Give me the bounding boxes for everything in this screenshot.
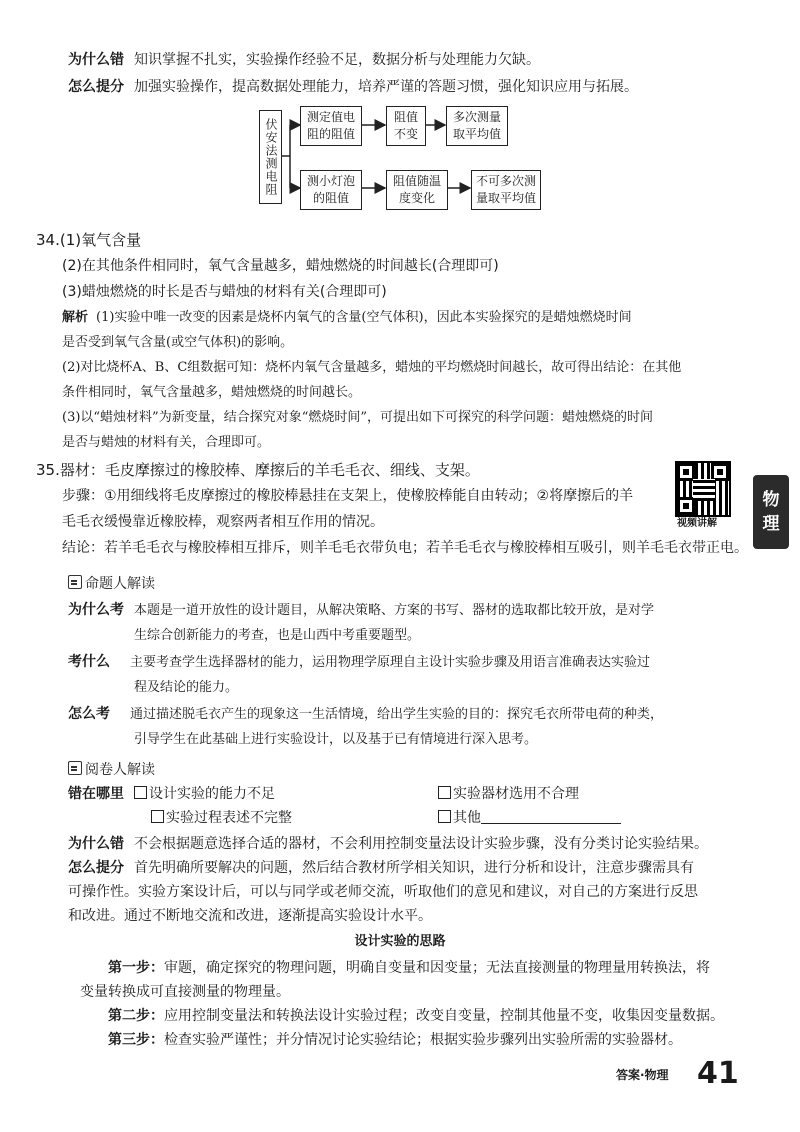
why-wrong-text: 知识掌握不扎实，实验操作经验不足，数据分析与处理能力欠缺。 xyxy=(134,52,540,68)
qr-code[interactable] xyxy=(677,463,729,515)
setter-what-label: 考什么 xyxy=(68,654,110,670)
page-number: 41 xyxy=(697,1056,739,1091)
checkbox-4[interactable] xyxy=(438,810,451,823)
step-2-label: 第二步： xyxy=(108,1008,164,1024)
grader-improve-line-3: 和改进。通过不断地交流和改进，逐渐提高实验设计水平。 xyxy=(68,908,432,924)
checkbox-3[interactable] xyxy=(151,810,164,823)
q34-analysis-3: (2)对比烧杯A、B、C组数据可知：烧杯内氧气含量越多，蜡烛的平均燃烧时间越长，故可得出结论：在其他 xyxy=(62,360,682,375)
q34-analysis-4: 条件相同时，氧气含量越多，蜡烛燃烧的时间越长。 xyxy=(62,385,362,400)
commentary-icon xyxy=(68,761,82,775)
q34-analysis-2: 是否受到氧气含量(或空气体积)的影响。 xyxy=(62,335,294,350)
grader-where-label: 错在哪里 xyxy=(68,786,124,802)
q35-conclusion: 结论：若羊毛毛衣与橡胶棒相互排斥，则羊毛毛衣带负电；若羊毛毛衣与橡胶棒相互吸引，则羊毛毛衣带正电。 xyxy=(62,540,748,556)
setter-section-title: 命题人解读 xyxy=(68,574,155,594)
grader-improve-label: 怎么提分 xyxy=(68,860,124,876)
subject-tab-char-2: 理 xyxy=(762,514,780,534)
q35-materials: 35.器材：毛皮摩擦过的橡胶棒、摩擦后的羊毛毛衣、细线、支架。 xyxy=(36,461,480,479)
q34-analysis-5: (3)以“蜡烛材料”为新变量，结合探究对象“燃烧时间”，可提出如下可探究的科学问题：蜡烛燃烧的时间 xyxy=(62,410,653,425)
ideas-step-3: 第三步：检查实验严谨性；并分情况讨论实验结论；根据实验步骤列出实验所需的实验器材。 xyxy=(108,1032,682,1048)
commentary-icon xyxy=(68,575,82,589)
diagram-r1-c1: 测定值电阻的阻值 xyxy=(300,106,362,146)
footer-label: 答案·物理 xyxy=(616,1068,669,1082)
qr-caption: 视频讲解 xyxy=(677,518,717,529)
improve-text: 加强实验操作，提高数据处理能力，培养严谨的答题习惯，强化知识应用与拓展。 xyxy=(134,79,638,95)
ideas-step-2: 第二步：应用控制变量法和转换法设计实验过程；改变自变量，控制其他量不变，收集因变量数据。 xyxy=(108,1008,724,1024)
diagram-r2-c1: 测小灯泡的阻值 xyxy=(300,170,362,210)
ideas-step-1-line-1: 第一步：审题，确定探究的物理问题，明确自变量和因变量；无法直接测量的物理量用转换法，将 xyxy=(108,960,710,976)
diagram-r1-c3: 多次测量取平均值 xyxy=(446,106,508,146)
setter-how-line-1: 怎么考 通过描述脱毛衣产生的现象这一生活情境，给出学生实验的目的：探究毛衣所带电荷的种类， xyxy=(68,706,664,722)
setter-how-label: 怎么考 xyxy=(68,706,110,722)
diagram-r1-c2: 阻值不变 xyxy=(386,106,426,146)
grader-improve-line-2: 可操作性。实验方案设计后，可以与同学或老师交流，听取他们的意见和建议，对自己的方案进行反思 xyxy=(68,884,698,900)
q35-steps-1: 步骤：①用细线将毛皮摩擦过的橡胶棒悬挂在支架上，使橡胶棒能自由转动；②将摩擦后的羊 xyxy=(62,488,634,504)
improve-label: 怎么提分 xyxy=(68,79,124,95)
grader-improve-line-1: 怎么提分 首先明确所要解决的问题，然后结合教材所学相关知识，进行分析和设计，注意步骤需具有 xyxy=(68,860,694,876)
diagram-r2-c3: 不可多次测量取平均值 xyxy=(471,170,541,210)
analysis-label: 解析 xyxy=(62,310,89,325)
other-blank[interactable] xyxy=(481,809,621,824)
grader-why-line: 为什么错 不会根据题意选择合适的器材，不会利用控制变量法设计实验步骤，没有分类讨论实验结果。 xyxy=(68,836,708,852)
grader-section-title: 阅卷人解读 xyxy=(68,760,155,780)
grader-why-label: 为什么错 xyxy=(68,836,124,852)
setter-what-line-1: 考什么 主要考查学生选择器材的能力，运用物理学原理自主设计实验步骤及用语言准确表达实验过 xyxy=(68,654,651,670)
q34-answer-1: 34.(1)氧气含量 xyxy=(36,231,142,249)
setter-how-line-2: 引导学生在此基础上进行实验设计，以及基于已有情境进行深入思考。 xyxy=(134,732,538,747)
step-3-label: 第三步： xyxy=(108,1032,164,1048)
step-1-label: 第一步： xyxy=(108,960,164,976)
q35-steps-2: 毛毛衣缓慢靠近橡胶棒，观察两者相互作用的情况。 xyxy=(62,514,384,530)
grader-option-2: 实验器材选用不合理 xyxy=(438,784,579,804)
why-wrong-label: 为什么错 xyxy=(68,52,124,68)
subject-tab-char-1: 物 xyxy=(762,490,780,510)
q34-analysis-1: 解析 (1)实验中唯一改变的因素是烧杯内氧气的含量(空气体积)，因此本实验探究的是蜡烛燃烧时间 xyxy=(62,310,632,325)
grader-option-3: 实验过程表述不完整 xyxy=(151,808,292,828)
diagram-root: 伏安法测电阻 xyxy=(259,110,282,204)
ideas-step-1-line-2: 变量转换成可直接测量的物理量。 xyxy=(80,984,290,1000)
grader-option-4: 其他 xyxy=(438,808,621,828)
diagram-r2-c2: 阻值随温度变化 xyxy=(386,170,448,210)
subject-tab xyxy=(753,475,789,549)
checkbox-1[interactable] xyxy=(134,786,147,799)
ideas-title: 设计实验的思路 xyxy=(354,934,446,949)
setter-why-line-2: 生综合创新能力的考查，也是山西中考重要题型。 xyxy=(134,628,421,643)
q34-answer-3: (3)蜡烛燃烧的时长是否与蜡烛的材料有关(合理即可) xyxy=(62,284,387,300)
setter-what-line-2: 程及结论的能力。 xyxy=(134,680,239,695)
grader-where-line-1: 错在哪里 设计实验的能力不足 xyxy=(68,786,275,802)
q34-answer-2: (2)在其他条件相同时，氧气含量越多，蜡烛燃烧的时间越长(合理即可) xyxy=(62,258,499,274)
setter-why-line-1: 为什么考 本题是一道开放性的设计题目，从解决策略、方案的书写、器材的选取都比较开放，是对学 xyxy=(68,602,655,618)
q34-analysis-6: 是否与蜡烛的材料有关，合理即可。 xyxy=(62,435,271,450)
setter-why-label: 为什么考 xyxy=(68,602,124,618)
checkbox-2[interactable] xyxy=(438,786,451,799)
